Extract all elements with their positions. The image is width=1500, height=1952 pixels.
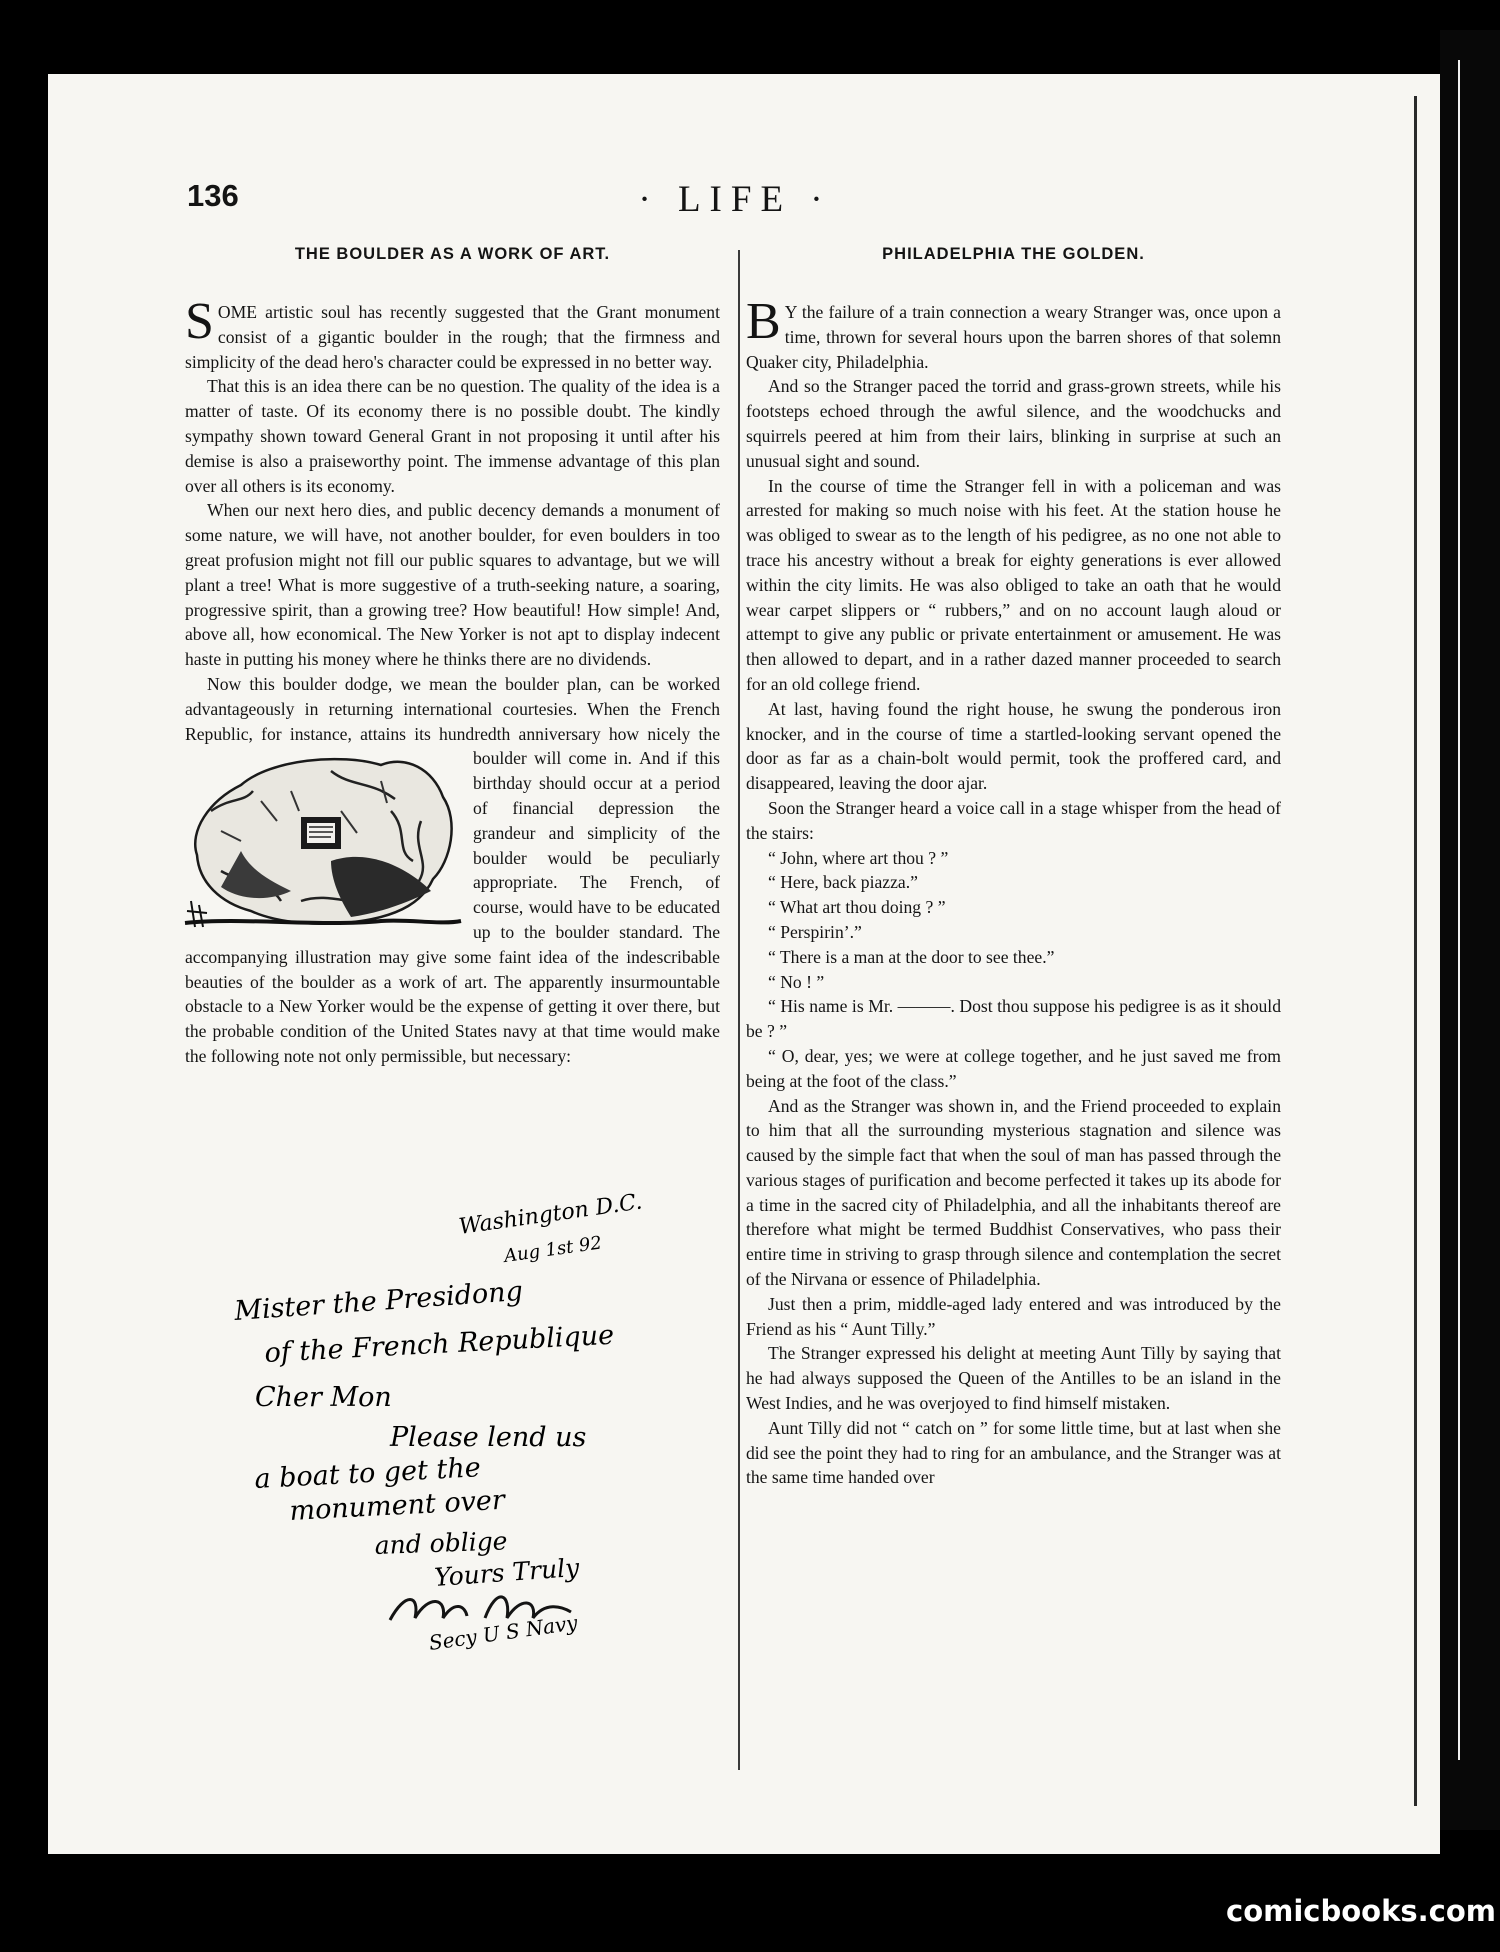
dialogue-line: “ Here, back piazza.”	[768, 872, 918, 893]
page-number: 136	[187, 178, 239, 213]
article-philadelphia	[746, 244, 1281, 1490]
drop-cap: S	[185, 293, 214, 350]
paragraph: And as the Stranger was shown in, and the Friend proceeded to explain to him that all the surrounding mysterious stagnation and silence was caused by the simple fact that when the soul of man has passed through the various stages of purification and become perfected it takes up its abode for a time in the sacred city of Philadelphia, and all the inhabitants thereof are therefore what might be termed Buddhist Conservatives, who pass their entire time in striving to grasp through silence and contemplation the secret of the Nirvana or essence of Philadelphia.	[746, 1095, 1281, 1290]
note-title: Secy U S Navy	[427, 1610, 579, 1655]
masthead-life: · LIFE ·	[638, 179, 832, 220]
dialogue-line: “ His name is Mr. ———. Dost thou suppose his pedigree is as it should be ? ”	[746, 996, 1281, 1042]
paragraph: And so the Stranger paced the torrid and grass-grown streets, while his footsteps echoed through the awful silence, and the woodchucks and squirrels peered at him from their lairs, blinking in surprise at such an unusual sight and sound.	[746, 376, 1281, 471]
dialogue-line: “ O, dear, yes; we were at college together, and he just saved me from being at the foot of the class.”	[746, 1045, 1281, 1091]
paragraph: The Stranger expressed his delight at meeting Aunt Tilly by saying that he had always supposed the Queen of the Antilles to be an island in the West Indies, and he was overjoyed to find himself mistaken.	[746, 1343, 1281, 1414]
note-line: Cher Mon	[255, 1382, 392, 1413]
note-line: a boat to get the	[253, 1452, 482, 1495]
note-date: Aug 1st 92	[502, 1232, 604, 1267]
boulder-illustration	[181, 751, 463, 931]
note-line: and oblige	[374, 1526, 508, 1560]
paragraph: At last, having found the right house, he swung the ponderous iron knocker, and in the course of time a startled-looking servant opened the door as far as a chain-bolt would permit, took the proffered card, and disappeared, leaving the door ajar.	[746, 698, 1281, 794]
paragraph: Soon the Stranger heard a voice call in a stage whisper from the head of the stairs:	[746, 797, 1281, 843]
article-title: THE BOULDER AS A WORK OF ART.	[294, 245, 611, 263]
paragraph-with-illustration	[185, 672, 720, 1069]
dialogue-line: “ John, where art thou ? ”	[768, 847, 949, 868]
note-line: of the French Republique	[263, 1319, 615, 1369]
note-salutation: Mister the Presidong	[233, 1275, 524, 1327]
paragraph: Aunt Tilly did not “ catch on ” for some little time, but at last when she did see the point they had to ring for an ambulance, and the Stranger was at the same time handed over	[746, 1417, 1281, 1488]
article-boulder	[185, 244, 720, 1069]
paragraph: SOME artistic soul has recently suggested that the Grant monument consist of a gigantic boulder in the rough; that the firmness and simplicity of the dead hero's character could be expressed in no better way.	[185, 293, 720, 372]
paragraph: Just then a prim, middle-aged lady entered and was introduced by the Friend as his “ Aunt Tilly.”	[746, 1293, 1281, 1339]
adjacent-page-edge	[1440, 30, 1500, 1830]
note-closing: Yours Truly	[433, 1552, 581, 1592]
dialogue-line: “ What art thou doing ? ”	[768, 897, 946, 918]
dialogue-line: “ Perspirin’.”	[768, 921, 862, 942]
handwritten-note	[215, 1189, 665, 1655]
column-divider	[738, 250, 740, 1770]
dialogue-line: “ No ! ”	[768, 971, 825, 992]
paragraph-text: Now this boulder dodge, we mean the boulder plan, can be worked advantageously in returning international courtesies. When the French Republic, for instance, attains its hundredth anniversary how nicely the boulder will come in. And if this birthday should occur at a period of financial depression the grandeur and simplicity of the boulder would be peculiarly appropriate. The French, of course, would have to be educated up to the boulder standard. The accompanying illustration may give some faint idea of the indescribable beauties of the boulder as a work of art. The apparently insurmountable obstacle to a New Yorker would be the expense of getting it over there, but the probable condition of the United States navy at that time would make the following note not only permissible, but necessary:	[185, 674, 720, 1066]
paragraph: In the course of time the Stranger fell in with a policeman and was arrested for making so much noise with his feet. At the station house he was obliged to swear as to the length of his pedigree, as no one not able to trace his ancestry without a break for eighty generations is ever allowed within the city limits. He was also obliged to take an oath that he would wear carpet slippers or “ rubbers,” and on no account laugh aloud or attempt to give any public or private entertainment or amusement. He was then allowed to depart, and in a rather dazed manner proceeded to search for an old college friend.	[746, 475, 1281, 694]
site-watermark: comicbooks.com	[1226, 1894, 1496, 1928]
adjacent-page-line	[1458, 60, 1460, 1760]
dialogue-line: “ There is a man at the door to see thee.”	[768, 946, 1055, 967]
note-line: monument over	[288, 1484, 506, 1527]
paragraph: B Y the failure of a train connection a weary Stranger was, once upon a time, thrown for several hours upon the barren shores of that solemn Quaker city, Philadelphia.	[746, 293, 1281, 372]
drop-cap: B	[746, 293, 781, 350]
note-line: Please lend us	[390, 1422, 587, 1453]
paragraph: That this is an idea there can be no question. The quality of the idea is a matter of taste. Of its economy there is no possible doubt. The kindly sympathy shown toward General Grant in not proposing it until after his demise is also a praiseworthy point. The immense advantage of this plan over all others is its economy.	[185, 376, 720, 496]
note-place: Washington D.C.	[457, 1189, 644, 1240]
paragraph: When our next hero dies, and public decency demands a monument of some nature, we will have, not another boulder, for even boulders in too great profusion might not fill our public squares to advantage, but we will plant a tree! What is more suggestive of a truth-seeking nature, a soaring, progressive spirit, than a growing tree? How beautiful! How simple! And, above all, how economical. The New Yorker is not apt to display indecent haste in putting his money where he thinks there are no dividends.	[185, 500, 720, 670]
page-fold-line	[1414, 96, 1417, 1806]
article-title: PHILADELPHIA THE GOLDEN.	[882, 245, 1145, 263]
